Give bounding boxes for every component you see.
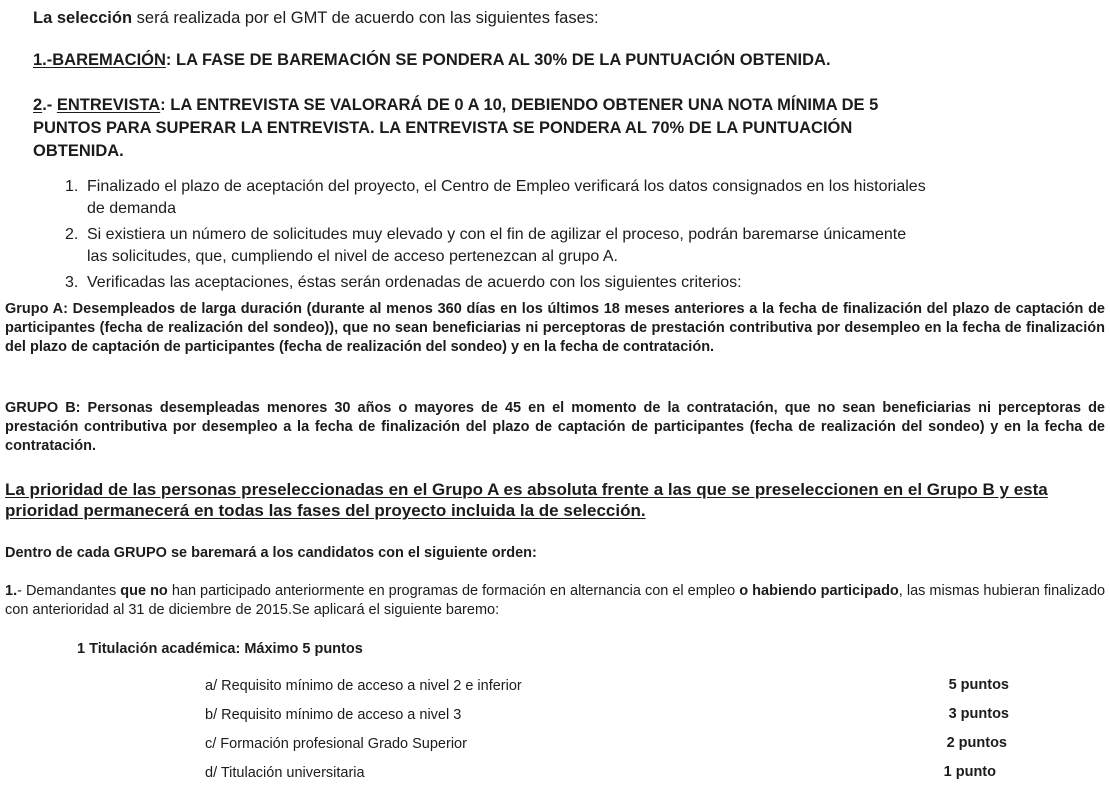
phase-2-label: ENTREVISTA bbox=[56, 96, 161, 114]
intro-text: será realizada por el GMT de acuerdo con las siguientes fases: bbox=[132, 9, 599, 27]
baremo-item-label: b/ Requisito mínimo de acceso a nivel 3 bbox=[205, 707, 462, 723]
titulacion-heading: 1 Titulación académica: Máximo 5 puntos bbox=[77, 641, 363, 657]
group-b-paragraph: GRUPO B: Personas desempleadas menores 30 años o mayores de 45 en el momento de la contratación, que no sean beneficiarias ni perceptoras de prestación contributiva por desempleo a la fecha de finalización del plazo de captación de participantes (fecha de realización del sondeo) y en la fecha de contratación. bbox=[5, 400, 1105, 454]
phase-1-heading bbox=[33, 49, 831, 72]
intro-paragraph bbox=[33, 9, 599, 28]
phase-2-line-3: OBTENIDA. bbox=[33, 142, 124, 160]
within-group-heading: Dentro de cada GRUPO se baremará a los candidatos con el siguiente orden: bbox=[5, 545, 537, 561]
priority-statement: La prioridad de las personas preseleccionadas en el Grupo A es absoluta frente a las que se preseleccionen en el Grupo B y esta prioridad permanecerá en todas las fases del proyecto incluida la de selección. bbox=[5, 480, 1048, 520]
baremo-item-points: 5 puntos bbox=[948, 677, 1009, 693]
baremo-item-points: 1 punto bbox=[943, 764, 996, 780]
phase-2-heading bbox=[33, 94, 878, 163]
phase-2-line-1: 2.- ENTREVISTA: LA ENTREVISTA SE VALORARÁ DE 0 A 10, DEBIENDO OBTENER UNA NOTA MÍNIMA DE 5 bbox=[33, 96, 879, 114]
baremo-item-label: c/ Formación profesional Grado Superior bbox=[205, 736, 467, 752]
intro-bold: La selección bbox=[33, 9, 133, 27]
phase-1-label: 1.-BAREMACIÓN bbox=[33, 51, 166, 69]
group-a-paragraph: Grupo A: Desempleados de larga duración (durante al menos 360 días en los últimos 18 meses anteriores a la fecha de finalización del plazo de captación de participantes (fecha de realización del sondeo)), que no sean beneficiarias ni perceptoras de prestación contributiva por desempleo en la fecha de finalización del plazo de captación de participantes (fecha de realización del sondeo) y en la fecha de contratación. bbox=[5, 301, 1105, 355]
baremo-item-label: a/ Requisito mínimo de acceso a nivel 2 e inferior bbox=[205, 678, 522, 694]
phase-1-text: : LA FASE DE BAREMACIÓN SE PONDERA AL 30% DE LA PUNTUACIÓN OBTENIDA. bbox=[165, 51, 831, 69]
baremo-item-label: d/ Titulación universitaria bbox=[205, 765, 365, 781]
baremo-item-points: 2 puntos bbox=[946, 735, 1007, 751]
phase-2-line-2: PUNTOS PARA SUPERAR LA ENTREVISTA. LA ENTREVISTA SE PONDERA AL 70% DE LA PUNTUACIÓN bbox=[33, 119, 853, 137]
baremo-item-points: 3 puntos bbox=[948, 706, 1009, 722]
criterion-1-paragraph: 1.- Demandantes que no han participado anteriormente en programas de formación en alternancia con el empleo o habiendo participado, las mismas hubieran finalizado con anterioridad al 31 de diciembre de 2015.Se aplicará el siguiente baremo: bbox=[5, 583, 1106, 618]
steps-list: 1. Finalizado el plazo de aceptación del proyecto, el Centro de Empleo verificará los datos consignados en los historiales de demanda 2. Si existiera un número de solicitudes muy elevado y con el fin de agilizar el proceso, podrán baremarse únicamente las solicitudes, que, cumpliendo el nivel de acceso pertenezcan al grupo A. 3. Verificadas las aceptaciones, éstas serán ordenadas de acuerdo con los siguientes criterios: bbox=[65, 178, 926, 291]
